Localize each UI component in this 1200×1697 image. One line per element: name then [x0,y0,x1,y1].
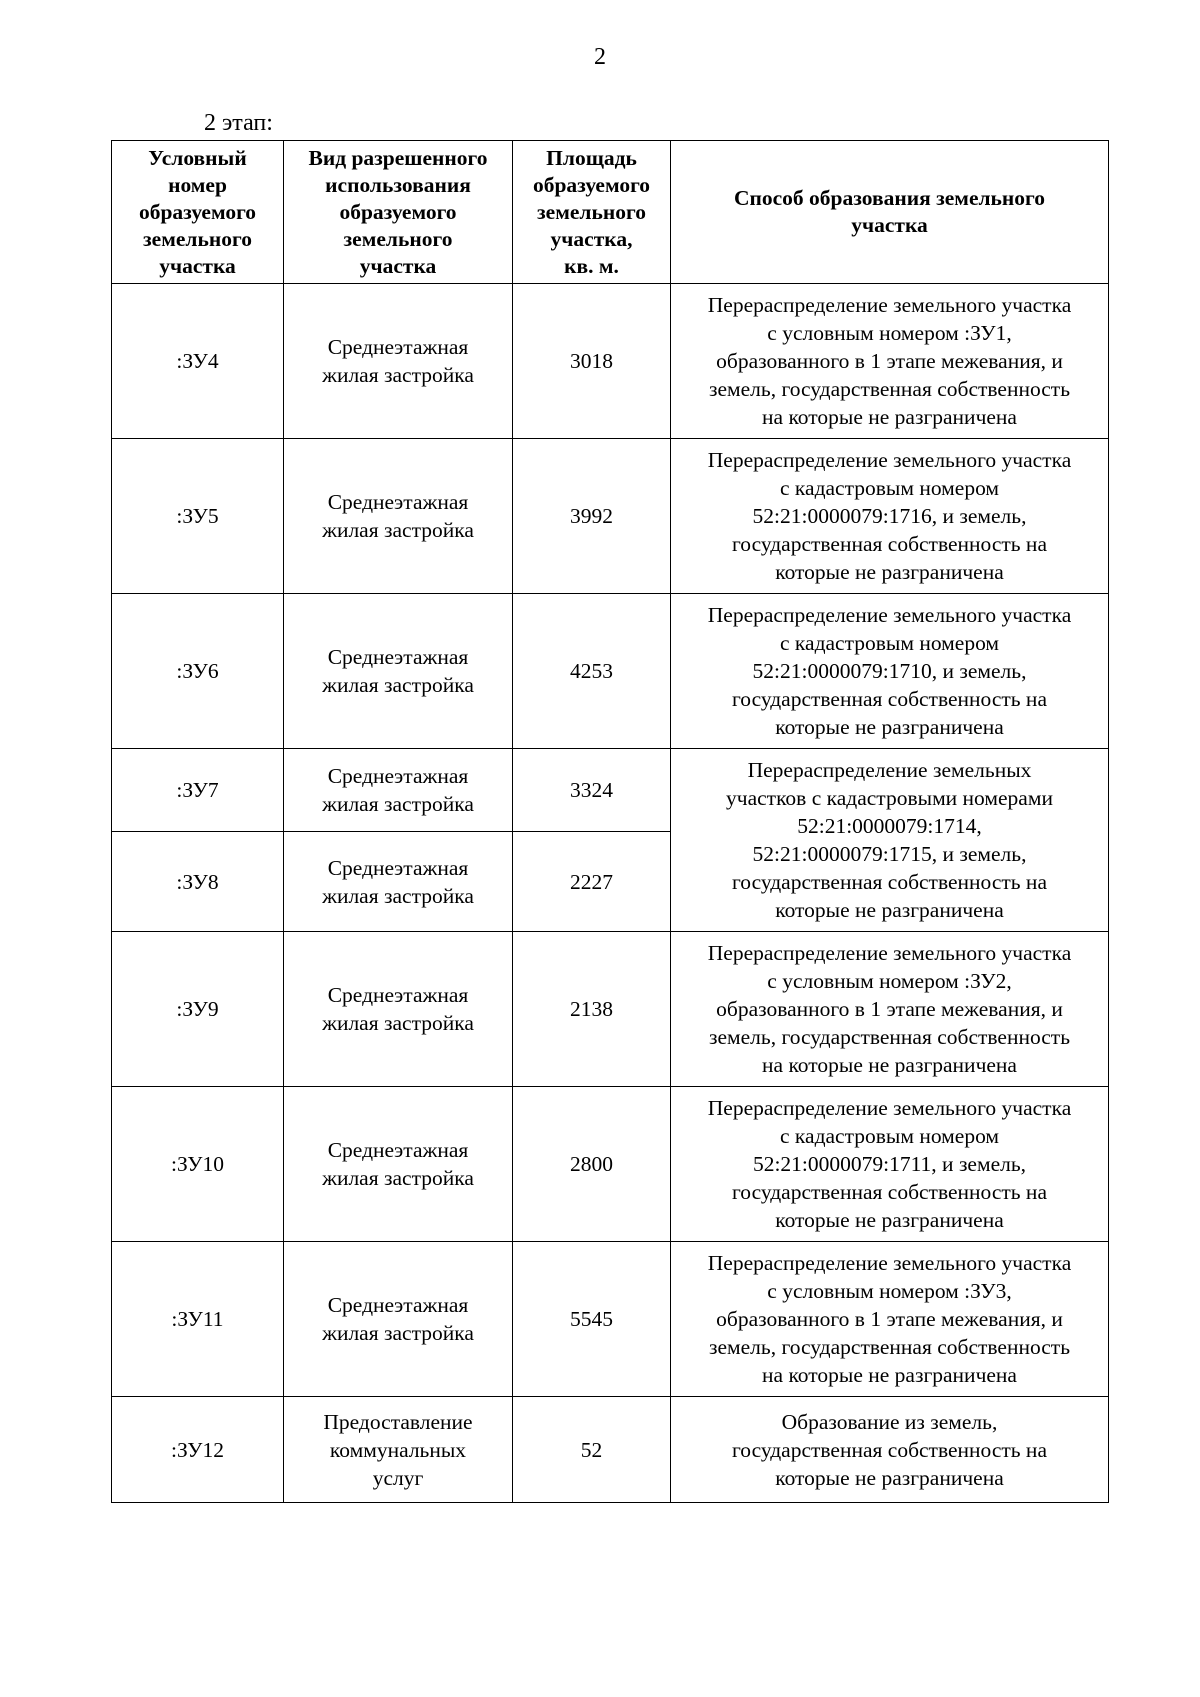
cell-permitted-use: Среднеэтажная жилая застройка [284,749,513,832]
table-row [112,1397,1109,1503]
table-row [112,1087,1109,1242]
table-row [112,439,1109,594]
cell-plot-number: :ЗУ5 [112,439,284,594]
cell-permitted-use: Среднеэтажная жилая застройка [284,1242,513,1397]
stage-label: 2 этап: [204,110,273,136]
header-area: Площадь образуемого земельного участка, кв. м. [513,141,671,284]
cell-area: 2227 [513,832,671,932]
cell-permitted-use: Среднеэтажная жилая застройка [284,439,513,594]
cell-permitted-use: Среднеэтажная жилая застройка [284,832,513,932]
table-row [112,284,1109,439]
cell-area: 4253 [513,594,671,749]
table-row [112,594,1109,749]
table-row [112,1242,1109,1397]
cell-plot-number: :ЗУ7 [112,749,284,832]
land-plots-table [111,140,1109,1503]
cell-plot-number: :ЗУ11 [112,1242,284,1397]
cell-formation-method: Перераспределение земельного участка с условным номером :ЗУ1, образованного в 1 этапе межевания, и земель, государственная собственность на которые не разграничена [671,284,1109,439]
cell-formation-method: Перераспределение земельного участка с условным номером :ЗУ2, образованного в 1 этапе межевания, и земель, государственная собственность на которые не разграничена [671,932,1109,1087]
cell-formation-method: Перераспределение земельного участка с кадастровым номером 52:21:0000079:1711, и земель, государственная собственность на которые не разграничена [671,1087,1109,1242]
table-row [112,932,1109,1087]
table-header-row [112,141,1109,284]
cell-area: 3992 [513,439,671,594]
cell-formation-method: Перераспределение земельного участка с кадастровым номером 52:21:0000079:1710, и земель, государственная собственность на которые не разграничена [671,594,1109,749]
page-number: 2 [594,44,606,70]
cell-permitted-use: Среднеэтажная жилая застройка [284,1087,513,1242]
cell-area: 52 [513,1397,671,1503]
cell-area: 2138 [513,932,671,1087]
cell-area: 5545 [513,1242,671,1397]
cell-permitted-use: Среднеэтажная жилая застройка [284,932,513,1087]
header-permitted-use: Вид разрешенного использования образуемого земельного участка [284,141,513,284]
header-formation-method: Способ образования земельного участка [671,141,1109,284]
cell-formation-method: Перераспределение земельного участка с кадастровым номером 52:21:0000079:1716, и земель, государственная собственность на которые не разграничена [671,439,1109,594]
cell-plot-number: :ЗУ12 [112,1397,284,1503]
table-row [112,749,1109,832]
cell-formation-method: Перераспределение земельного участка с условным номером :ЗУ3, образованного в 1 этапе межевания, и земель, государственная собственность на которые не разграничена [671,1242,1109,1397]
cell-plot-number: :ЗУ6 [112,594,284,749]
cell-plot-number: :ЗУ4 [112,284,284,439]
cell-area: 3018 [513,284,671,439]
cell-area: 2800 [513,1087,671,1242]
cell-area: 3324 [513,749,671,832]
cell-formation-method-merged: Перераспределение земельных участков с кадастровыми номерами 52:21:0000079:1714, 52:21:0000079:1715, и земель, государственная собственность на которые не разграничена [671,749,1109,932]
cell-plot-number: :ЗУ9 [112,932,284,1087]
cell-permitted-use: Предоставление коммунальных услуг [284,1397,513,1503]
cell-permitted-use: Среднеэтажная жилая застройка [284,284,513,439]
cell-formation-method: Образование из земель, государственная собственность на которые не разграничена [671,1397,1109,1503]
cell-plot-number: :ЗУ8 [112,832,284,932]
cell-permitted-use: Среднеэтажная жилая застройка [284,594,513,749]
cell-plot-number: :ЗУ10 [112,1087,284,1242]
header-plot-number: Условный номер образуемого земельного участка [112,141,284,284]
